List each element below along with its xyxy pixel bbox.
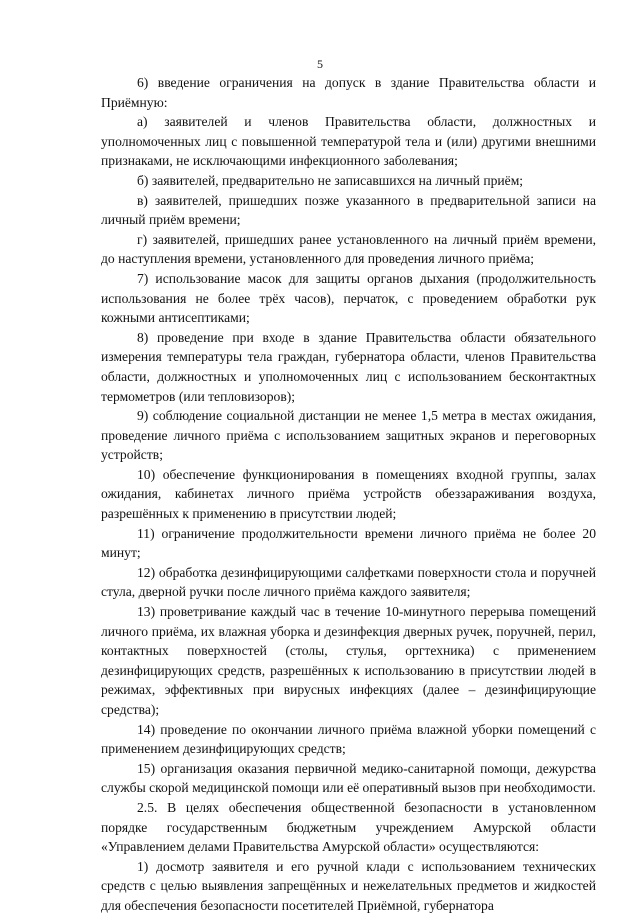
paragraph-11-time-limit: 11) ограничение продолжительности времени личного приёма не более 20 минут;	[101, 525, 596, 561]
paragraph-6a-applicants-fever: а) заявителей и членов Правительства области, должностных и уполномоченных лиц с повышенной температурой тела и (или) другими внешними признаками, не исключающими инфекционного заболевания;	[101, 114, 596, 169]
paragraph-1-inspection: 1) досмотр заявителя и его ручной клади с использованием технических средств с целью выявления запрещённых и нежелательных предметов и жидкостей для обеспечения безопасности посетителей Приёмной, губернатора	[101, 858, 596, 913]
paragraph-13-ventilation: 13) проветривание каждый час в течение 10-минутного перерыва помещений личного приёма, их влажная уборка и дезинфекция дверных ручек, поручней, перил, контактных поверхностей (столы, стулья, оргтехника) с применением дезинфицирующих средств, разрешённых к использованию в присутствии людей в режимах, эффективных при вирусных инфекциях (далее – дезинфицирующие средства);	[101, 604, 596, 717]
paragraph-2-5-public-safety: 2.5. В целях обеспечения общественной безопасности в установленном порядке государственным бюджетным учреждением Амурской области «Управлением делами Правительства Амурской области» осуществляются:	[101, 799, 596, 855]
paragraph-6b-no-appointment: б) заявителей, предварительно не записавшихся на личный приём;	[137, 172, 524, 188]
paragraph-6-access-restriction: 6) введение ограничения на допуск в здание Правительства области и Приёмную:	[101, 75, 596, 110]
paragraph-6g-early-arrival: г) заявителей, пришедших ранее установленного на личный приём времени, до наступления времени, установленного для проведения личного приёма;	[101, 231, 596, 267]
paragraph-9-social-distance: 9) соблюдение социальной дистанции не менее 1,5 метра в местах ожидания, проведение личного приёма с использованием защитных экранов и переговорных устройств;	[101, 408, 596, 463]
document-body	[101, 73, 596, 916]
paragraph-15-medical-help: 15) организация оказания первичной медико-санитарной помощи, дежурства службы скорой медицинской помощи или её оперативный вызов при необходимости.	[101, 760, 596, 796]
paragraph-8-temperature: 8) проведение при входе в здание Правительства области обязательного измерения температуры тела граждан, губернатора области, членов Правительства области, должностных и уполномоченных лиц с использованием бесконтактных термометров (или тепловизоров);	[101, 329, 596, 404]
paragraph-6v-late-arrival: в) заявителей, пришедших позже указанного в предварительной записи на личный приём времени;	[101, 192, 596, 228]
paragraph-7-masks: 7) использование масок для защиты органов дыхания (продолжительность использования не более трёх часов), перчаток, с проведением обработки рук кожными антисептиками;	[101, 270, 596, 326]
paragraph-12-wipes: 12) обработка дезинфицирующими салфетками поверхности стола и поручней стула, дверной ручки после личного приёма каждого заявителя;	[101, 564, 596, 600]
paragraph-14-cleaning: 14) проведение по окончании личного приёма влажной уборки помещений с применением дезинфицирующих средств;	[101, 721, 596, 757]
page-number: 5	[317, 57, 323, 71]
paragraph-10-air-disinfection: 10) обеспечение функционирования в помещениях входной группы, залах ожидания, кабинетах личного приёма устройств обеззараживания воздуха, разрешённых к применению в присутствии людей;	[101, 466, 596, 522]
